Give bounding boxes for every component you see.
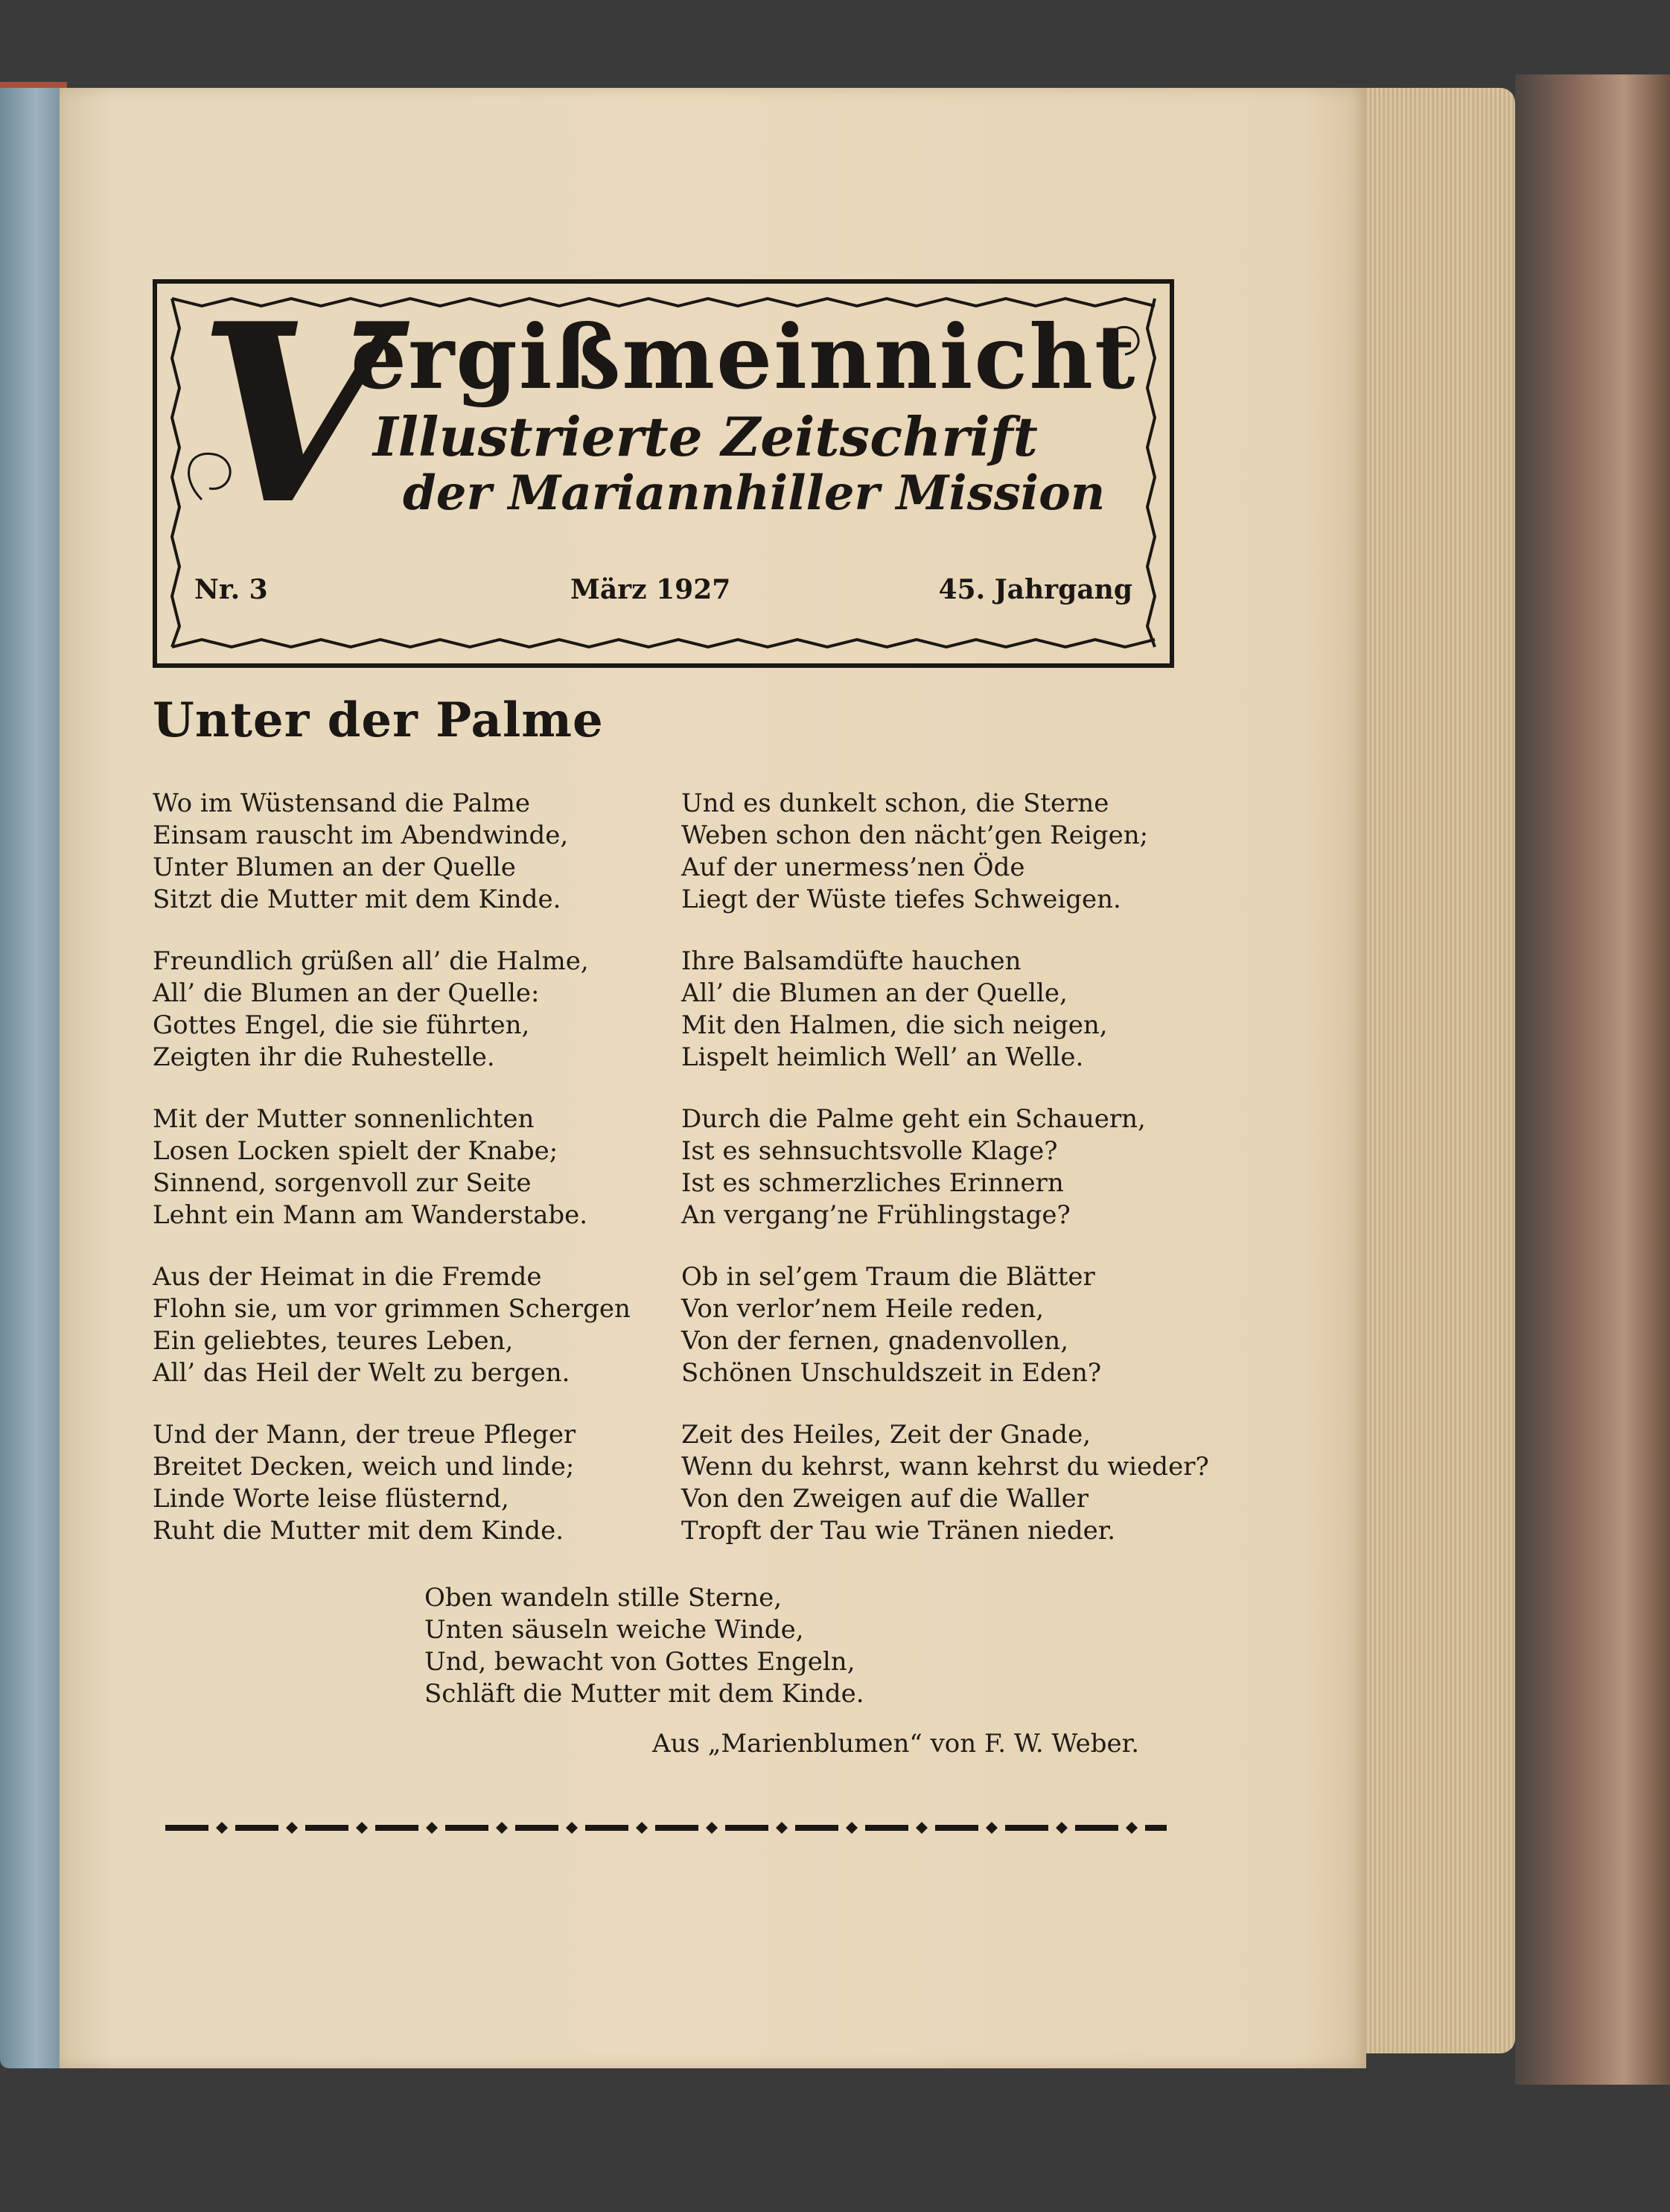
right-cover-board	[1515, 74, 1670, 2085]
verse-line: Unter Blumen an der Quelle	[153, 852, 516, 882]
left-cover-board	[0, 88, 60, 2068]
masthead-title: ergißmeinnicht	[351, 305, 1137, 409]
verse-line: Tropft der Tau wie Tränen nieder.	[681, 1516, 1116, 1546]
issue-info-row	[157, 574, 1170, 619]
verse-line: Von den Zweigen auf die Waller	[681, 1484, 1089, 1514]
masthead-subtitle-line2: der Mariannhiller Mission	[403, 465, 1106, 521]
issue-volume: 45. Jahrgang	[938, 574, 1132, 605]
verse-line: An vergang’ne Frühlingstage?	[681, 1200, 1071, 1230]
verse-line: Auf der unermess’nen Öde	[681, 852, 1025, 882]
poem-title: Unter der Palme	[153, 692, 604, 748]
verse-line: Schönen Unschuldszeit in Eden?	[681, 1358, 1102, 1388]
verse-line: Freundlich grüßen all’ die Halme,	[153, 946, 589, 976]
verse-line: Ob in sel’gem Traum die Blätter	[681, 1262, 1095, 1292]
verse-line: Ihre Balsamdüfte hauchen	[681, 946, 1022, 976]
verse-line: Aus der Heimat in die Fremde	[153, 1262, 542, 1292]
verse-line: All’ die Blumen an der Quelle,	[681, 978, 1068, 1008]
stanza	[153, 1419, 689, 1547]
stanza	[681, 1419, 1210, 1547]
verse-line: Schläft die Mutter mit dem Kinde.	[424, 1679, 864, 1709]
poem-left-column	[153, 788, 689, 1577]
verse-line: Liegt der Wüste tiefes Schweigen.	[681, 885, 1121, 914]
page-edges	[1366, 88, 1515, 2053]
verse-line: Von verlor’nem Heile reden,	[681, 1294, 1045, 1324]
ornamental-divider-icon	[165, 1817, 1167, 1839]
stanza	[681, 946, 1210, 1074]
verse-line: Durch die Palme geht ein Schauern,	[681, 1104, 1146, 1134]
verse-line: All’ die Blumen an der Quelle:	[153, 978, 540, 1008]
verse-line: Sitzt die Mutter mit dem Kinde.	[153, 885, 561, 914]
verse-line: Einsam rauscht im Abendwinde,	[153, 820, 569, 850]
verse-line: Ein geliebtes, teures Leben,	[153, 1326, 514, 1356]
issue-number: Nr. 3	[194, 574, 268, 605]
verse-line: Mit den Halmen, die sich neigen,	[681, 1010, 1108, 1040]
verse-line: Und es dunkelt schon, die Sterne	[681, 788, 1109, 818]
verse-line: Und der Mann, der treue Pfleger	[153, 1420, 576, 1450]
verse-line: All’ das Heil der Welt zu bergen.	[153, 1358, 570, 1388]
stanza	[681, 1261, 1210, 1389]
verse-line: Wenn du kehrst, wann kehrst du wieder?	[681, 1452, 1209, 1482]
verse-line: Ruht die Mutter mit dem Kinde.	[153, 1516, 564, 1546]
stanza	[681, 1103, 1210, 1231]
verse-line: Zeigten ihr die Ruhestelle.	[153, 1042, 495, 1072]
stanza	[153, 946, 689, 1074]
stanza	[153, 1103, 689, 1231]
masthead-initial: V	[198, 270, 389, 558]
stanza	[153, 1261, 689, 1389]
masthead	[153, 270, 1174, 668]
verse-line: Lispelt heimlich Well’ an Welle.	[681, 1042, 1084, 1072]
verse-line: Oben wandeln stille Sterne,	[424, 1583, 783, 1613]
stanza	[681, 788, 1210, 916]
verse-line: Losen Locken spielt der Knabe;	[153, 1136, 558, 1166]
verse-line: Von der fernen, gnadenvollen,	[681, 1326, 1069, 1356]
verse-line: Und, bewacht von Gottes Engeln,	[424, 1647, 855, 1677]
verse-line: Lehnt ein Mann am Wanderstabe.	[153, 1200, 588, 1230]
verse-line: Zeit des Heiles, Zeit der Gnade,	[681, 1420, 1091, 1450]
masthead-subtitle-line1: Illustrierte Zeitschrift	[373, 405, 1038, 468]
verse-line: Sinnend, sorgenvoll zur Seite	[153, 1168, 532, 1198]
final-stanza	[424, 1582, 864, 1710]
verse-line: Unten säuseln weiche Winde,	[424, 1615, 804, 1645]
verse-line: Wo im Wüstensand die Palme	[153, 788, 531, 818]
verse-line: Flohn sie, um vor grimmen Schergen	[153, 1294, 631, 1324]
issue-date: März 1927	[570, 574, 731, 605]
poem-right-column	[681, 788, 1210, 1577]
verse-line: Weben schon den nächt’gen Reigen;	[681, 820, 1149, 850]
verse-line: Gottes Engel, die sie führten,	[153, 1010, 530, 1040]
verse-line: Breitet Decken, weich und linde;	[153, 1452, 575, 1482]
stanza	[153, 788, 689, 916]
verse-line: Ist es schmerzliches Erinnern	[681, 1168, 1064, 1198]
verse-line: Linde Worte leise flüsternd,	[153, 1484, 509, 1514]
poem-source: Aus „Marienblumen“ von F. W. Weber.	[652, 1729, 1139, 1759]
verse-line: Mit der Mutter sonnenlichten	[153, 1104, 535, 1134]
verse-line: Ist es sehnsuchtsvolle Klage?	[681, 1136, 1058, 1166]
